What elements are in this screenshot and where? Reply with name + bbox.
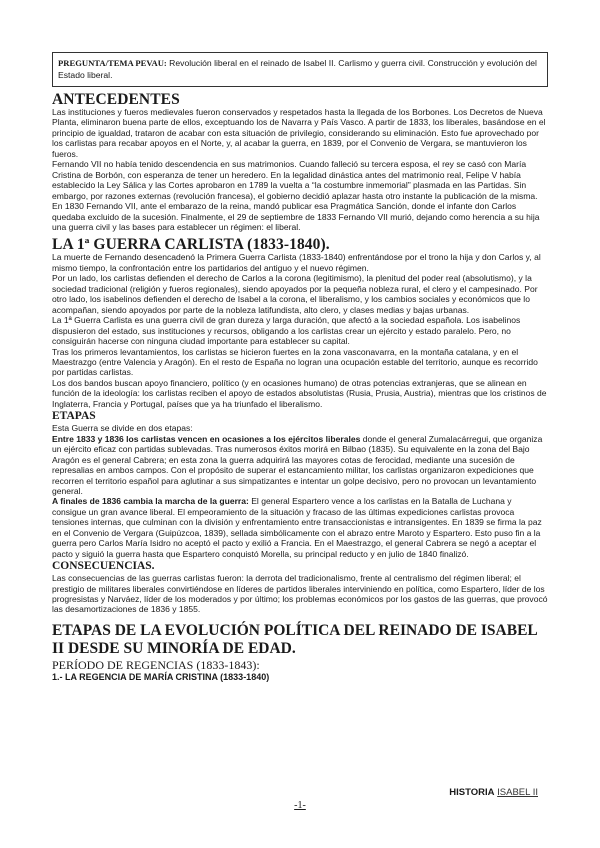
- footer-subject: [449, 787, 538, 798]
- periodo-regencias-heading: PERÍODO DE REGENCIAS (1833-1843):: [52, 657, 260, 672]
- antecedentes-heading: ANTECEDENTES: [52, 91, 180, 108]
- guerra-paragraph-1: La muerte de Fernando desencadenó la Primera Guerra Carlista (1833-1840) enfrentándose por el trono la hija y don Carlos y, al mismo tiempo, la confrontación entre los partidarios del antiguo y el nuevo régimen.: [52, 252, 541, 273]
- antecedentes-paragraph-2: Fernando VII no había tenido descendencia en sus matrimonios. Cuando falleció su tercera esposa, el rey se casó con María Cristina de Borbón, con esperanza de tener un heredero. En la legalidad dinástica antes del matrimonio real, Felipe V había establecido la Ley Sálica y las Cortes aprobaron en 1789 la vuelta a “la costumbre inmemorial” plasmada en las Partidas. Sin embargo, por razones externas (revolución francesa), el gobierno decidió aplazar hasta otro instante la publicación de la misma. En 1830 Fernando VII, ante el embarazo de la reina, mandó publicar esa Pragmática Sanción, donde el infante don Carlos quedaba excluido de la sucesión. Finalmente, el 29 de septiembre de 1833 Fernando VII murió, dejando como herencia a su hija una guerra civil y las bases para establecer un régimen: el liberal.: [52, 159, 540, 232]
- footer-subject-label: HISTORIA: [449, 787, 495, 798]
- question-label: PREGUNTA/TEMA PEVAU:: [58, 58, 167, 68]
- etapa-2-text: El general Espartero vence a los carlistas en la Batalla de Luchana y consigue un gran avance liberal. El empeoramiento de la situación y fracaso de las últimas expediciones carlistas provoca tensiones internas, que culminan con la división y enfrentamiento entre transaccionistas e intransigentes. En 1839 se firma la paz en el Convenio de Vergara (Guipúzcoa, 1839), sellada simbólicamente con el abrazo entre Maroto y Espartero. Esto puso fin a la guerra pero Carlos María Isidro no aceptó el pacto y exilió a Francia. En el Maestrazgo, el general Cabrera se negó a aceptar el pacto y siguió la guerra hasta que Espartero conquistó Morella, su principal reducto y en julio de 1840 finalizó.: [52, 496, 542, 559]
- guerra-paragraph-2: Por un lado, los carlistas defienden el derecho de Carlos a la corona (legitimismo), la plenitud del poder real (absolutismo), y la sociedad tradicional (religión y fueros regionales), siendo apoyados por la pequeña nobleza rural, el clero y el campesinado. Por otro lado, los isabelinos defienden el derecho de Isabel a la corona, el liberalismo, y los cambios sociales y económicos que lo acompañan, siendo apoyados por parte de la nobleza latifundista, alto clero, y clases medias y bajas urbanas.: [52, 273, 538, 315]
- guerra-carlista-heading: LA 1ª GUERRA CARLISTA (1833-1840).: [52, 236, 330, 254]
- consecuencias-text: Las consecuencias de las guerras carlistas fueron: la derrota del tradicionalismo, frente al centralismo del régimen liberal; el prestigio de militares liberales convirtiéndose en líderes de partidos liberales interviniendo en política, como Espartero, líder de los progresistas y Narváez, líder de los moderados y por último; los problemas económicos por los gastos de las guerras, que provocó las desamortizaciones de 1836 y 1855.: [52, 573, 548, 615]
- guerra-paragraph-5: Los dos bandos buscan apoyo financiero, político (y en ocasiones humano) de otras potencias extranjeras, que se alinean en función de la ideología: los carlistas reciben el apoyo de estados absolutistas (Rusia, Prusia, Austria), mientras que los cristinos de Inglaterra, Francia y Portugal, países que ya ha triunfado el liberalismo.: [52, 377, 547, 409]
- question-box: [52, 52, 548, 87]
- etapa-2-paragraph: [52, 496, 548, 559]
- guerra-paragraph-4: Tras los primeros levantamientos, los carlistas se hicieron fuertes en la zona vasconavarra, en la montaña catalana, y en el Maestrazgo (entre Valencia y Aragón). En el resto de España no logran una ocupación estable del territorio, aunque es recorrido por partidas carlistas.: [52, 346, 538, 378]
- etapa-1-paragraph: [52, 434, 548, 497]
- etapa-2-lead: A finales de 1836 cambia la marcha de la guerra:: [52, 496, 249, 507]
- etapas-intro: Esta Guerra se divide en dos etapas:: [52, 423, 193, 434]
- consecuencias-heading: CONSECUENCIAS.: [52, 560, 155, 573]
- etapa-1-lead: Entre 1833 y 1836 los carlistas vencen en ocasiones a los ejércitos liberales: [52, 433, 361, 444]
- page-content: [52, 52, 548, 683]
- guerra-paragraph-3: La 1ª Guerra Carlista es una guerra civil de gran dureza y larga duración, que afectó a la sociedad española. Los isabelinos dispusieron del estado, sus instituciones y recursos, obligando a los carlistas crear un ejército y estado paralelo. Pero, no consiguirán hacerse con ninguna ciudad importante para establecer su capital.: [52, 315, 521, 347]
- etapa-1-text: donde el general Zumalacárregui, que organiza un ejército eficaz con partidas sublevadas. Tras numerosos éxitos morirá en Bilbao (1835). Su equivalente en la zona del Bajo Aragón es el general Cabrera; en esta zona la guerra adquirirá las mayores cotas de ferocidad, mediante una sucesión de represalias en ambos campos. Con el propósito de superar el estancamiento militar, los carlistas organizaron expediciones que recorren el territorio español para aglutinar a sus simpatizantes e intentar un golpe decisivo, pero no provocan un levantamiento general.: [52, 433, 543, 496]
- page-number: -1-: [294, 800, 306, 811]
- antecedentes-paragraph-1: Las instituciones y fueros medievales fueron conservados y respetados hasta la llegada de los Borbones. Los Decretos de Nueva Planta, eliminaron buena parte de ellos, exceptuando los de Navarra y País Vasco. A partir de 1833, los liberales, basándose en el principio de igualdad, trataron de acabar con esta situación de privilegio, considerando su eliminación. Esto fue aprovechado por los carlistas para recabar apoyos en el Norte, y, al acabar la guerra, en 1839, por el Convenio de Vergara, se mantuvieron los fueros.: [52, 107, 546, 159]
- footer-topic-label: ISABEL II: [497, 787, 538, 798]
- question-text: Revolución liberal en el reinado de Isabel II. Carlismo y guerra civil. Construcción y evolución del Estado liberal.: [58, 58, 537, 80]
- etapas-heading: ETAPAS: [52, 410, 96, 423]
- regencia-maria-cristina-heading: 1.- LA REGENCIA DE MARÍA CRISTINA (1833-1840): [52, 671, 270, 682]
- evolucion-heading: ETAPAS DE LA EVOLUCIÓN POLÍTICA DEL REINADO DE ISABEL II DESDE SU MINORÍA DE EDAD.: [52, 621, 537, 657]
